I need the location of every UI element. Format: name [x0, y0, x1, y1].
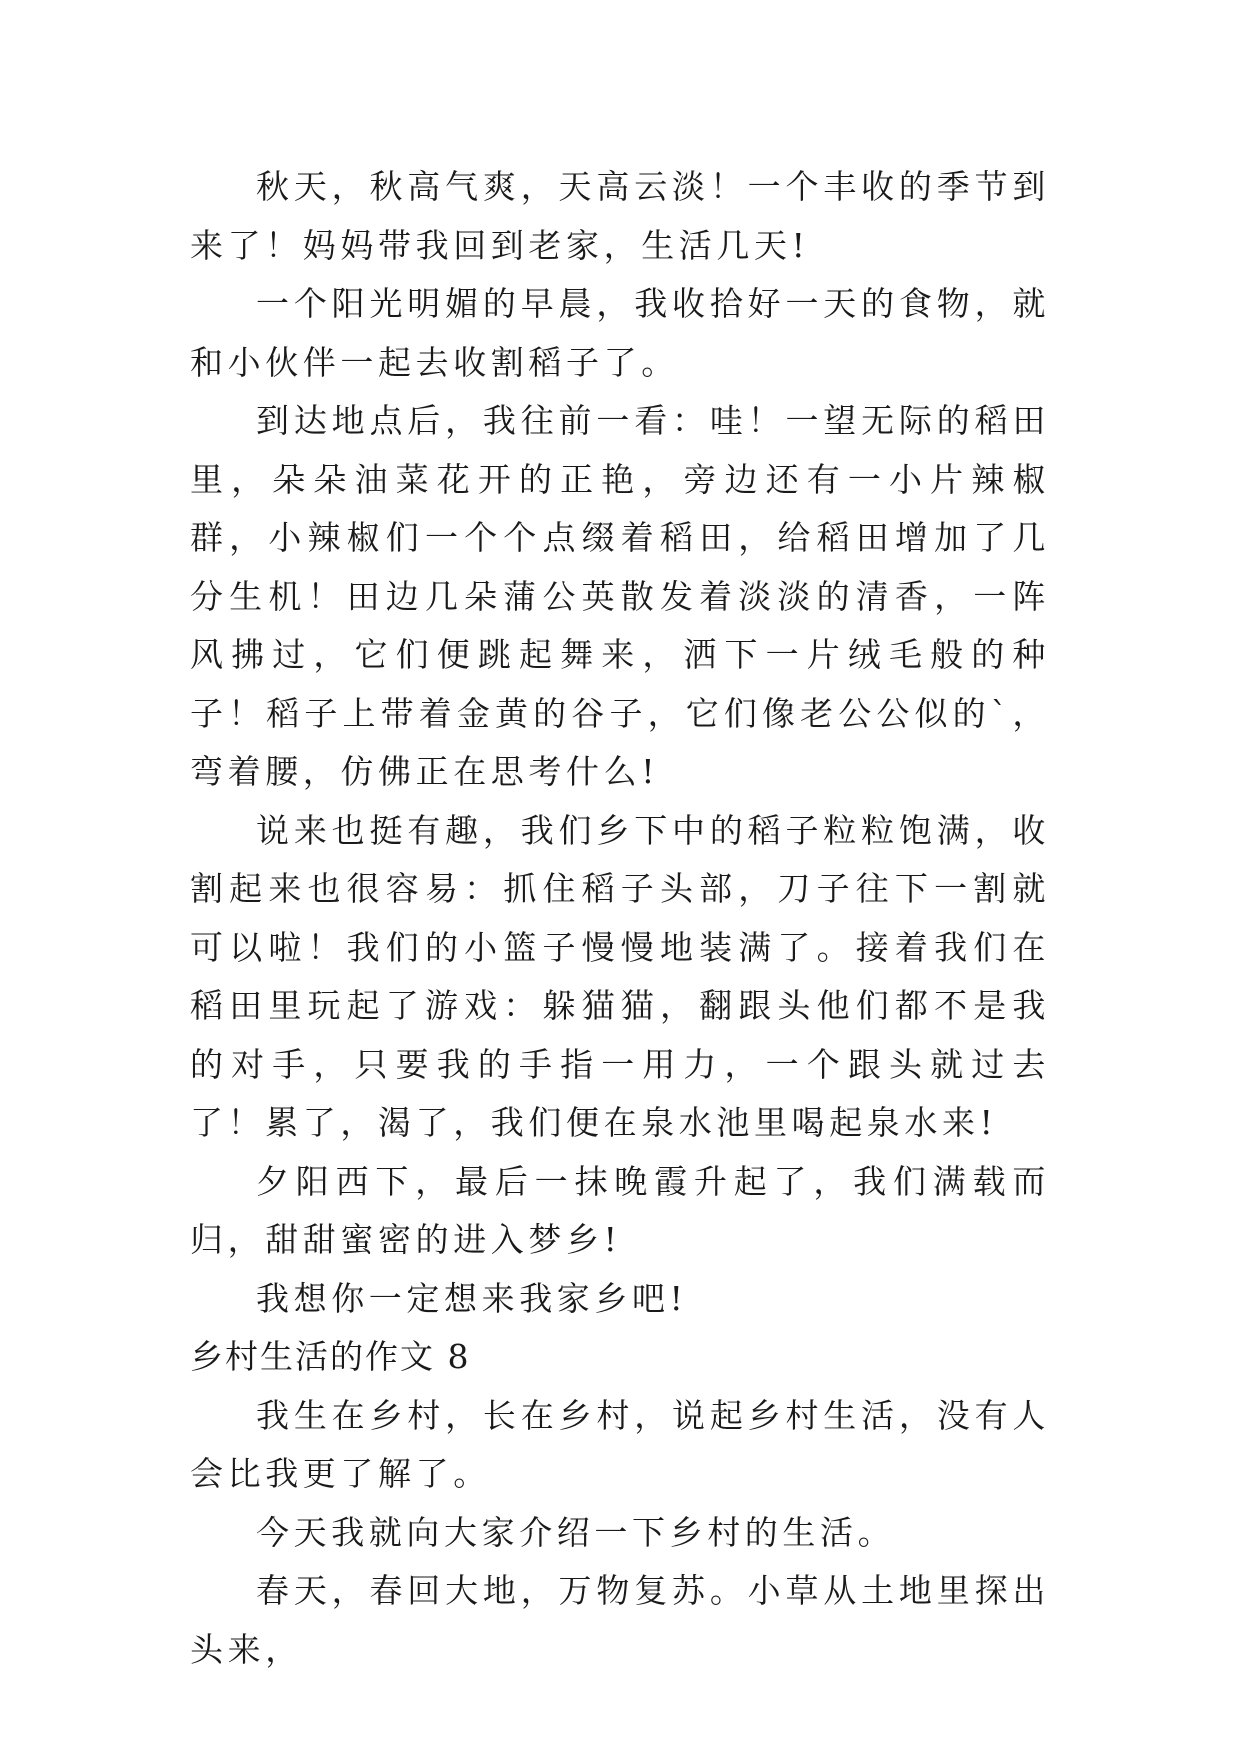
paragraph: 秋天，秋高气爽，天高云淡！一个丰收的季节到来了！妈妈带我回到老家，生活几天! [190, 167, 1050, 265]
section-heading: 乡村生活的作文 8 [190, 1337, 471, 1376]
paragraph: 说来也挺有趣，我们乡下中的稻子粒粒饱满，收割起来也很容易：抓住稻子头部，刀子往下一割就可以啦！我们的小篮子慢慢地装满了。接着我们在稻田里玩起了游戏：躲猫猫，翻跟头他们都不是我的对手，只要我的手指一用力，一个跟头就过去了！累了，渴了，我们便在泉水池里喝起泉水来! [190, 810, 1050, 1142]
paragraph: 到达地点后，我往前一看：哇！一望无际的稻田里，朵朵油菜花开的正艳，旁边还有一小片辣椒群，小辣椒们一个个点缀着稻田，给稻田增加了几分生机！田边几朵蒲公英散发着淡淡的清香，一阵风拂过，它们便跳起舞来，洒下一片绒毛般的种子！稻子上带着金黄的谷子，它们像老公公似的`，弯着腰，仿佛正在思考什么! [190, 401, 1050, 791]
paragraph: 春天，春回大地，万物复苏。小草从土地里探出头来， [190, 1571, 1050, 1669]
paragraph: 一个阳光明媚的早晨，我收拾好一天的食物，就和小伙伴一起去收割稻子了。 [190, 284, 1050, 382]
paragraph: 今天我就向大家介绍一下乡村的生活。 [256, 1512, 896, 1552]
document-body [190, 158, 1050, 1679]
paragraph: 我想你一定想来我家乡吧! [256, 1278, 688, 1318]
paragraph: 夕阳西下，最后一抹晚霞升起了，我们满载而归，甜甜蜜密的进入梦乡! [190, 1161, 1050, 1259]
paragraph: 我生在乡村，长在乡村，说起乡村生活，没有人会比我更了解了。 [190, 1395, 1050, 1493]
